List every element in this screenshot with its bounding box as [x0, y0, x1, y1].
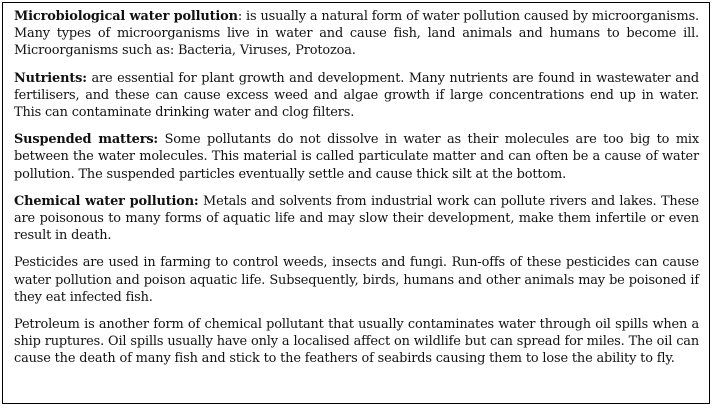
paragraph-body: Some pollutants do not dissolve in water as their molecules are too big to mix between the water molecules. This material is called particulate matter and can often be a cause of water pollution. The suspended particles eventually settle and cause thick silt at the bottom. [14, 132, 699, 182]
paragraph-nutrients [14, 70, 699, 122]
paragraph-suspended-matters [14, 131, 699, 183]
paragraph-body: Petroleum is another form of chemical pollutant that usually contaminates water through oil spills when a ship ruptures. Oil spills usually have only a localised affect on wildlife but can spread for miles. The oil can cause the death of many fish and stick to the feathers of seabirds causing them to lose the ability to fly. [14, 317, 699, 367]
paragraph-body: Metals and solvents from industrial work can pollute rivers and lakes. These are poisonous to many forms of aquatic life and may slow their development, make them infertile or even result in death. [14, 193, 699, 244]
term-microbiological: Microbiological water pollution [14, 9, 238, 24]
term-nutrients: Nutrients: [14, 70, 87, 86]
term-suspended-matters: Suspended matters: [14, 132, 159, 148]
text-box [2, 2, 710, 404]
term-chemical: Chemical water pollution: [14, 193, 199, 209]
paragraph-microbiological [14, 8, 699, 60]
paragraph-chemical [14, 193, 699, 245]
paragraph-petroleum [14, 316, 699, 368]
paragraph-body: : is usually a natural form of water pollution caused by microorganisms. Many types of microorganisms live in water and cause fish, land animals and humans to become ill. Microorganisms such as: Bacteria, Viruses, Protozoa. [14, 9, 699, 59]
paragraph-body: are essential for plant growth and development. Many nutrients are found in wastewater and fertilisers, and these can cause excess weed and algae growth if large concentrations end up in water. This can contaminate drinking water and clog filters. [14, 70, 699, 121]
paragraph-pesticides [14, 254, 699, 306]
paragraph-body: Pesticides are used in farming to control weeds, insects and fungi. Run-offs of these pesticides can cause water pollution and poison aquatic life. Subsequently, birds, humans and other animals may be poisoned if they eat infected fish. [14, 255, 699, 305]
